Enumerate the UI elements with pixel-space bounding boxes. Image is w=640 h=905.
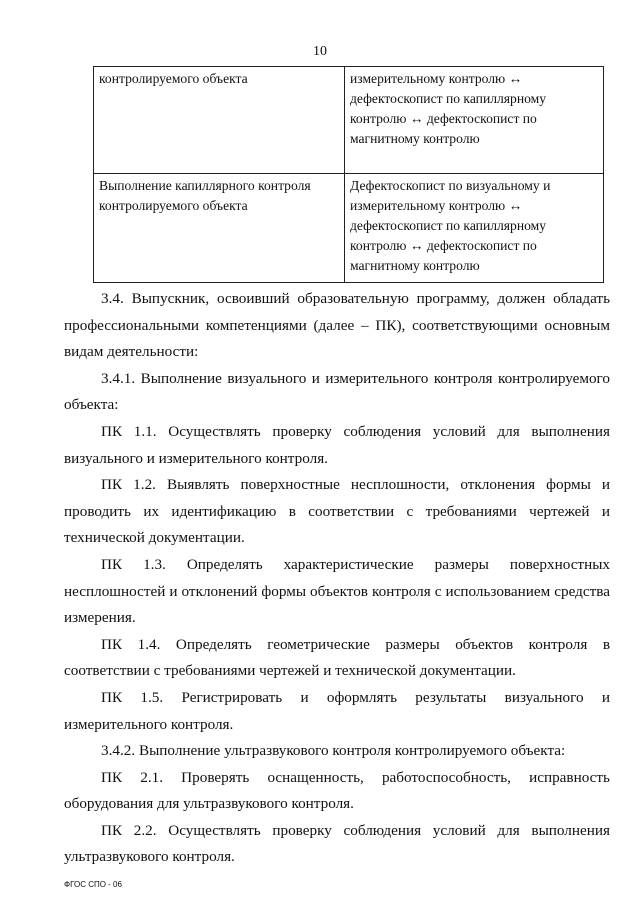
table-cell-professions: Дефектоскопист по визуальному и измерительному контролю ↔ дефектоскопист по капиллярному контролю ↔ дефектоскопист по магнитному контролю: [345, 174, 604, 283]
footer-label: ФГОС СПО - 06: [64, 880, 122, 889]
document-body: [64, 286, 610, 871]
paragraph-pk-1-5: ПК 1.5. Регистрировать и оформлять результаты визуального и измерительного контроля.: [64, 688, 610, 733]
table-row: [94, 174, 604, 283]
paragraph-pk-2-2: ПК 2.2. Осуществлять проверку соблюдения условий для выполнения ультразвукового контроля.: [64, 821, 610, 866]
paragraph-pk-1-1: ПК 1.1. Осуществлять проверку соблюдения условий для выполнения визуального и измерительного контроля.: [64, 422, 610, 467]
table-cell-professions: измерительному контролю ↔ дефектоскопист по капиллярному контролю ↔ дефектоскопист по магнитному контролю: [345, 67, 604, 174]
table-cell-activity: контролируемого объекта: [94, 67, 345, 174]
professions-table: [93, 66, 604, 283]
paragraph-3-4: 3.4. Выпускник, освоивший образовательную программу, должен обладать профессиональными компетенциями (далее – ПК), соответствующими основным видам деятельности:: [64, 290, 610, 361]
paragraph-3-4-2: 3.4.2. Выполнение ультразвукового контроля контролируемого объекта:: [101, 742, 566, 760]
paragraph-pk-1-4: ПК 1.4. Определять геометрические размеры объектов контроля в соответствии с требованиями чертежей и технической документации.: [64, 635, 610, 680]
paragraph-pk-1-2: ПК 1.2. Выявлять поверхностные несплошности, отклонения формы и проводить их идентификацию в соответствии с требованиями чертежей и технической документации.: [64, 476, 610, 547]
page-number: 10: [313, 44, 327, 59]
table-row: [94, 67, 604, 174]
paragraph-pk-2-1: ПК 2.1. Проверять оснащенность, работоспособность, исправность оборудования для ультразвукового контроля.: [64, 768, 610, 813]
paragraph-3-4-1: 3.4.1. Выполнение визуального и измерительного контроля контролируемого объекта:: [64, 369, 610, 414]
paragraph-pk-1-3: ПК 1.3. Определять характеристические размеры поверхностных несплошностей и отклонений формы объектов контроля с использованием средства измерения.: [64, 555, 610, 627]
table-cell-activity: Выполнение капиллярного контроля контролируемого объекта: [94, 174, 345, 283]
